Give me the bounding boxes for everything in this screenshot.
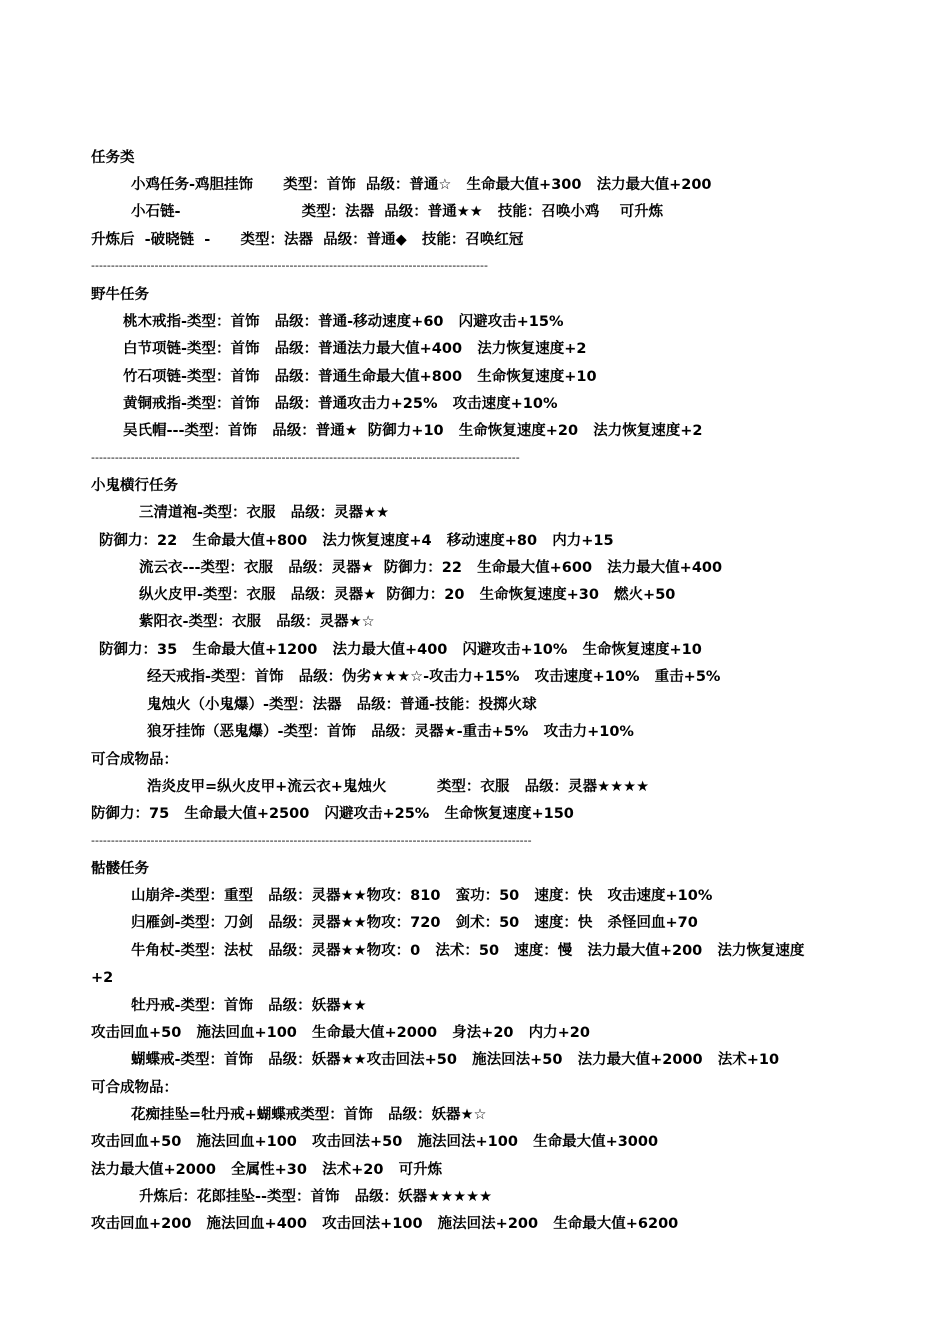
- item-line: 白节项链-类型：首饰 品级：普通法力最大值+400 法力恢复速度+2: [123, 341, 587, 357]
- section-heading-skeleton: 骷髅任务: [91, 861, 149, 877]
- craftable-heading: 可合成物品：: [91, 1080, 178, 1096]
- item-line: 小鸡任务-鸡胆挂饰 类型：首饰 品级：普通☆ 生命最大值+300 法力最大值+200: [131, 177, 712, 193]
- item-stats-line: 攻击回血+50 施法回血+100 生命最大值+2000 身法+20 内力+20: [91, 1025, 590, 1041]
- item-line: 狼牙挂饰（恶鬼爆）-类型：首饰 品级：灵器★-重击+5% 攻击力+10%: [147, 724, 634, 740]
- item-line: 山崩斧-类型：重型 品级：灵器★★物攻：810 蛮功：50 速度：快 攻击速度+10%: [131, 888, 713, 904]
- item-line: 升炼后 -破晓链 - 类型：法器 品级：普通◆ 技能：召唤红冠: [91, 232, 524, 248]
- item-line: 黄铜戒指-类型：首饰 品级：普通攻击力+25% 攻击速度+10%: [123, 396, 558, 412]
- item-line: 蝴蝶戒-类型：首饰 品级：妖器★★攻击回法+50 施法回法+50 法力最大值+2000 法术+10: [131, 1052, 780, 1068]
- item-stats-line: 防御力：22 生命最大值+800 法力恢复速度+4 移动速度+80 内力+15: [99, 533, 614, 549]
- item-line: 纵火皮甲-类型：衣服 品级：灵器★ 防御力：20 生命恢复速度+30 燃火+50: [139, 587, 676, 603]
- item-line: 三清道袍-类型：衣服 品级：灵器★★: [139, 505, 390, 521]
- separator-line: ------------------------------------------------------------------------------------------------------------: [91, 451, 520, 464]
- item-line: 牡丹戒-类型：首饰 品级：妖器★★: [131, 998, 367, 1014]
- item-line: 浩炎皮甲=纵火皮甲+流云衣+鬼烛火 类型：衣服 品级：灵器★★★★: [147, 779, 650, 795]
- item-line: 小石链- 类型：法器 品级：普通★★ 技能：召唤小鸡 可升炼: [131, 204, 664, 220]
- separator-line: ----------------------------------------------------------------------------------------------------: [91, 259, 488, 272]
- item-line: 桃木戒指-类型：首饰 品级：普通-移动速度+60 闪避攻击+15%: [123, 314, 564, 330]
- item-line: 吴氏帽---类型：首饰 品级：普通★ 防御力+10 生命恢复速度+20 法力恢复速度+2: [123, 423, 703, 439]
- section-heading-wild-ox: 野牛任务: [91, 287, 149, 303]
- item-line: 紫阳衣-类型：衣服 品级：灵器★☆: [139, 614, 375, 630]
- separator-line: ---------------------------------------------------------------------------------------------------------------: [91, 834, 532, 847]
- item-line: 竹石项链-类型：首饰 品级：普通生命最大值+800 生命恢复速度+10: [123, 369, 597, 385]
- section-heading-little-ghost: 小鬼横行任务: [91, 478, 178, 494]
- item-line: 归雁剑-类型：刀剑 品级：灵器★★物攻：720 剑术：50 速度：快 杀怪回血+70: [131, 915, 698, 931]
- item-line: 升炼后：花郎挂坠--类型：首饰 品级：妖器★★★★★: [139, 1189, 493, 1205]
- item-stats-line: 攻击回血+50 施法回血+100 攻击回法+50 施法回法+100 生命最大值+3000: [91, 1134, 659, 1150]
- item-line: 牛角杖-类型：法杖 品级：灵器★★物攻：0 法术：50 速度：慢 法力最大值+200 法力恢复速度: [131, 943, 805, 959]
- craftable-heading: 可合成物品：: [91, 752, 178, 768]
- item-line: 流云衣---类型：衣服 品级：灵器★ 防御力：22 生命最大值+600 法力最大值+400: [139, 560, 723, 576]
- item-stats-line: 防御力：35 生命最大值+1200 法力最大值+400 闪避攻击+10% 生命恢复速度+10: [99, 642, 702, 658]
- section-heading-tasks: 任务类: [91, 150, 135, 166]
- item-line: 鬼烛火（小鬼爆）-类型：法器 品级：普通-技能：投掷火球: [147, 697, 537, 713]
- item-line: 花痴挂坠=牡丹戒+蝴蝶戒类型：首饰 品级：妖器★☆: [131, 1107, 487, 1123]
- item-stats-line: 攻击回血+200 施法回血+400 攻击回法+100 施法回法+200 生命最大值+6200: [91, 1216, 679, 1232]
- item-stats-line: 防御力：75 生命最大值+2500 闪避攻击+25% 生命恢复速度+150: [91, 806, 574, 822]
- item-line: 经天戒指-类型：首饰 品级：伪劣★★★☆-攻击力+15% 攻击速度+10% 重击+5%: [147, 669, 721, 685]
- item-stats-line: 法力最大值+2000 全属性+30 法术+20 可升炼: [91, 1162, 443, 1178]
- item-line-continuation: +2: [91, 970, 114, 986]
